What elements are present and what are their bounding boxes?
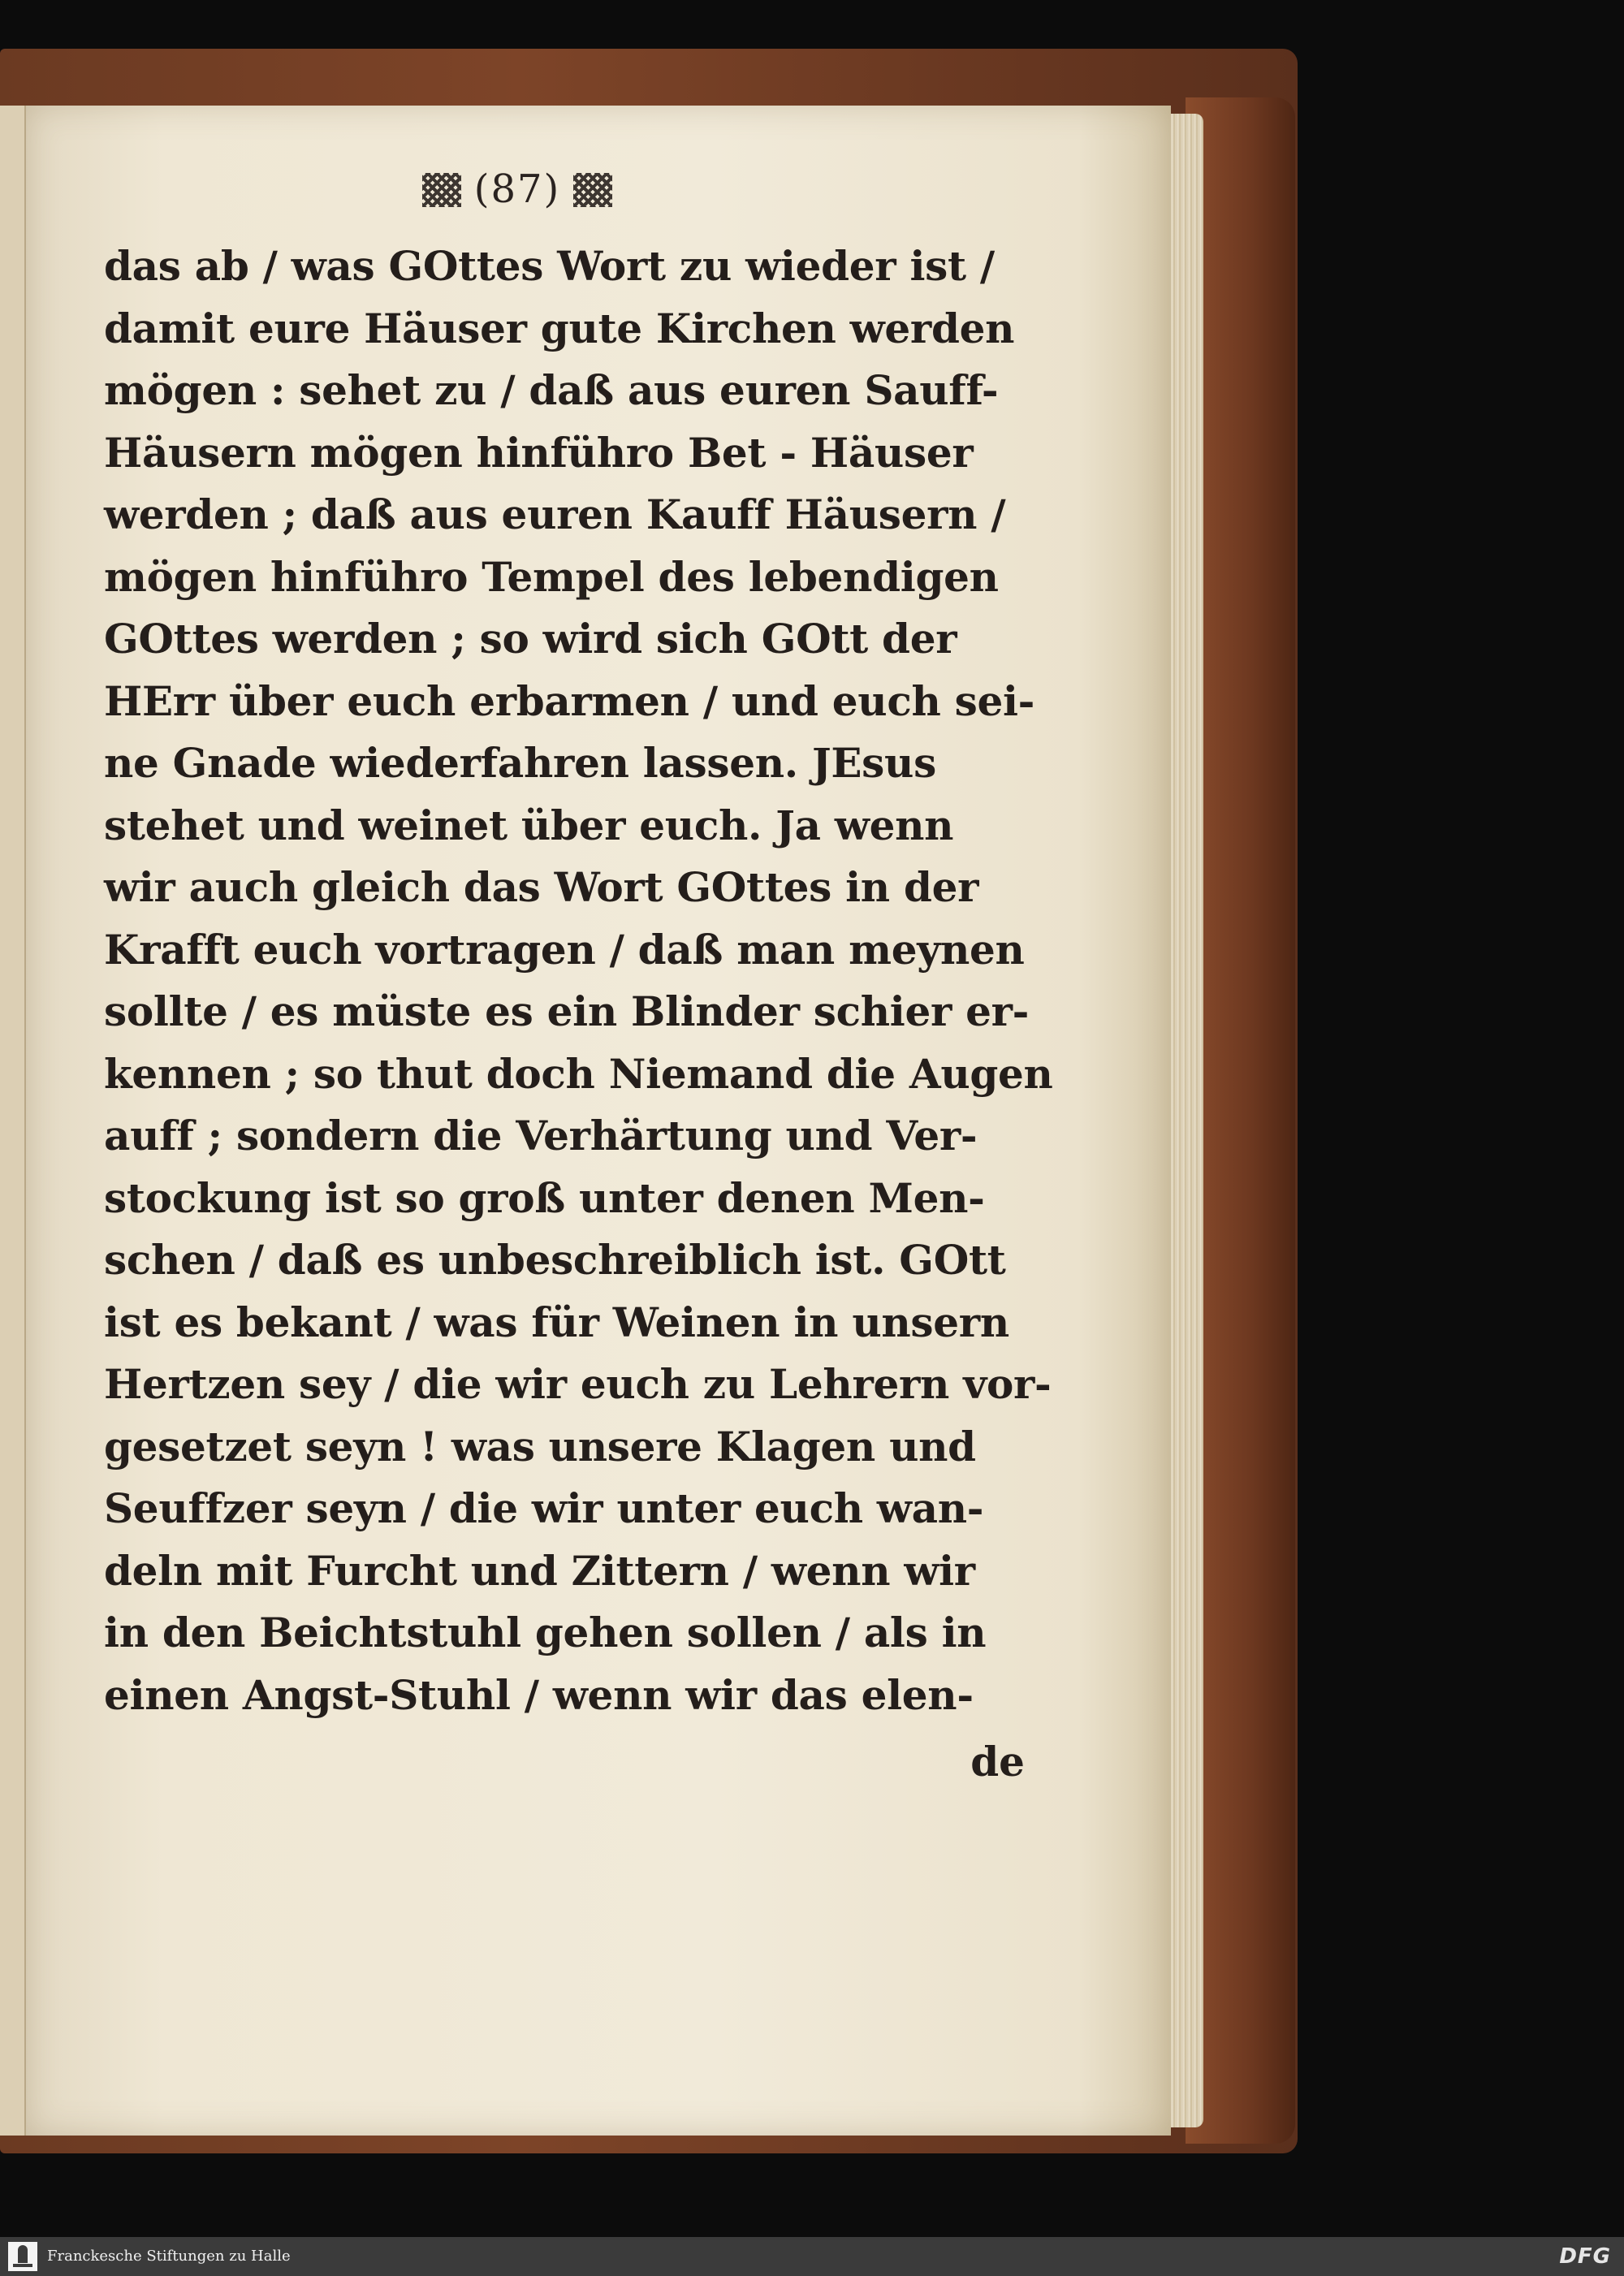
text-line: das ab / was GOttes Wort zu wieder ist / [104, 242, 995, 290]
text-line: Seuffzer seyn / die wir unter euch wan- [104, 1484, 984, 1532]
facing-page-edge [0, 106, 26, 2136]
text-line: Häusern mögen hinführo Bet - Häuser [104, 428, 974, 477]
text-line: in den Beichtstuhl gehen sollen / als in [104, 1609, 987, 1656]
institution-logo-icon[interactable] [8, 2242, 37, 2271]
page-header [0, 166, 1090, 212]
page-number: (87) [473, 166, 561, 212]
text-line: einen Angst-Stuhl / wenn wir das elen- [104, 1670, 974, 1719]
book-page [26, 106, 1171, 2136]
text-line: stehet und weinet über euch. Ja wenn [104, 801, 954, 849]
text-line: werden ; daß aus euren Kauff Häusern / [104, 490, 1006, 538]
text-line: ne Gnade wiederfahren lassen. JEsus [104, 739, 936, 787]
text-line: sollte / es müste es ein Blinder schier er- [104, 987, 1030, 1035]
viewer-footer [0, 2237, 1624, 2276]
text-line: auff ; sondern die Verhärtung und Ver- [104, 1112, 978, 1160]
text-line: wir auch gleich das Wort GOttes in der [104, 863, 979, 911]
text-line: Hertzen sey / die wir euch zu Lehrern vor- [104, 1360, 1052, 1408]
ornament-right-icon [573, 173, 612, 207]
text-line: Krafft euch vortragen / daß man meynen [104, 925, 1025, 974]
catchword: de [970, 1738, 1025, 1786]
text-line: HErr über euch erbarmen / und euch sei- [104, 676, 1035, 725]
text-line: deln mit Furcht und Zittern / wenn wir [104, 1546, 975, 1595]
text-line: GOttes werden ; so wird sich GOtt der [104, 615, 957, 663]
text-line: schen / daß es unbeschreiblich ist. GOtt [104, 1236, 1006, 1284]
text-line: mögen : sehet zu / daß aus euren Sauff- [104, 366, 999, 414]
text-line: gesetzet seyn ! was unsere Klagen und [104, 1422, 976, 1471]
dfg-logo[interactable]: DFG [1559, 2244, 1611, 2269]
ornament-left-icon [422, 173, 461, 207]
text-line: kennen ; so thut doch Niemand die Augen [104, 1049, 1053, 1098]
institution-name[interactable]: Franckesche Stiftungen zu Halle [47, 2248, 291, 2265]
body-text [104, 235, 1053, 1726]
text-line: mögen hinführo Tempel des lebendigen [104, 552, 999, 601]
text-line: damit eure Häuser gute Kirchen werden [104, 304, 1015, 352]
text-line: ist es bekant / was für Weinen in unsern [104, 1298, 1009, 1346]
text-line: stockung ist so groß unter denen Men- [104, 1173, 985, 1222]
